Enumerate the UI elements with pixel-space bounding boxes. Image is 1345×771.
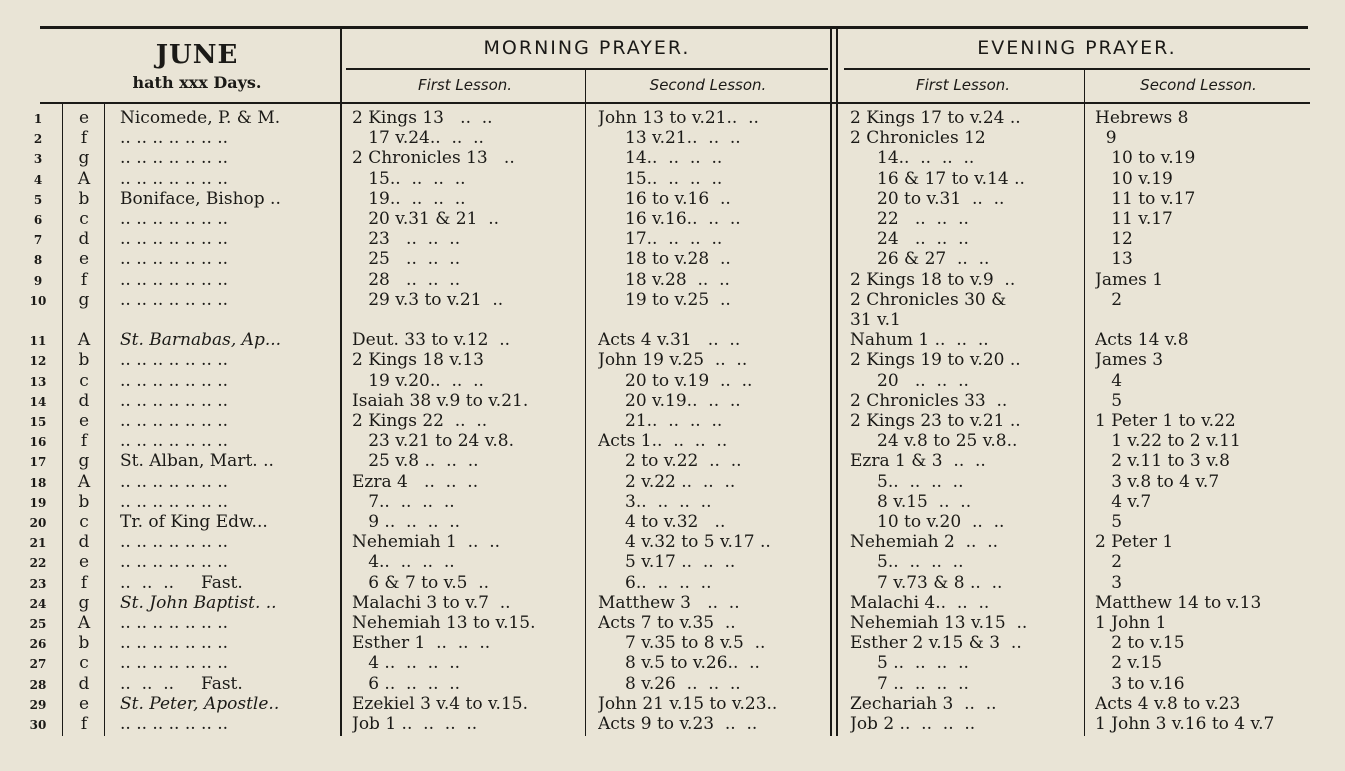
- morning-second-lesson: 13 v.21.. .. ..: [598, 128, 741, 149]
- table-row: [0, 532, 1345, 552]
- morning-second-lesson: 8 v.26 .. .. ..: [598, 673, 741, 694]
- feast-name: .. .. .. .. .. .. ..: [120, 370, 229, 391]
- morning-second-lesson: 20 to v.19 .. ..: [598, 370, 753, 391]
- evening-second-lesson: 3: [1095, 572, 1123, 593]
- evening-first-lesson: 7 v.73 & 8 .. ..: [850, 572, 1003, 593]
- feast-name: .. .. .. .. .. .. ..: [120, 390, 229, 411]
- dominical-letter: e: [78, 108, 90, 128]
- evening-first-lesson: 20 .. .. ..: [850, 370, 969, 391]
- evening-second-lesson: 13: [1095, 249, 1133, 270]
- dominical-letter: b: [78, 350, 90, 371]
- table-row: [0, 694, 1345, 714]
- feast-name: St. Alban, Mart. ..: [120, 451, 274, 472]
- dominical-letter: b: [78, 633, 90, 654]
- day-number: 9: [33, 273, 43, 288]
- table-row: [0, 330, 1345, 350]
- table-row: [0, 350, 1345, 370]
- evening-first-lesson: 2 Kings 23 to v.21 ..: [850, 411, 1021, 431]
- top-rule: [40, 26, 1308, 29]
- feast-name: .. .. .. .. .. .. ..: [120, 209, 229, 229]
- morning-second-lesson: Acts 1.. .. .. ..: [598, 431, 728, 452]
- feast-name: .. .. .. .. .. .. ..: [120, 128, 229, 149]
- morning-first-lesson: 19.. .. .. ..: [352, 188, 466, 209]
- morning-rule: [346, 68, 828, 70]
- day-number: 7: [33, 233, 43, 248]
- dominical-letter: f: [80, 431, 88, 452]
- dominical-letter: e: [78, 693, 90, 714]
- table-row: [0, 573, 1345, 593]
- morning-second-lesson: 17.. .. .. ..: [598, 229, 723, 250]
- dominical-letter: A: [77, 613, 91, 633]
- morning-first-lesson: 6 .. .. .. ..: [352, 673, 461, 694]
- morning-second-lesson: 19 to v.25 ..: [598, 289, 731, 310]
- evening-first-lesson: Ezra 1 & 3 .. ..: [850, 451, 986, 472]
- table-row: [0, 270, 1345, 290]
- morning-second-lesson: 20 v.19.. .. ..: [598, 390, 741, 411]
- evening-second-lesson: 1 v.22 to 2 v.11: [1095, 431, 1241, 452]
- table-row: [0, 512, 1345, 532]
- days-note: hath xxx Days.: [132, 73, 262, 92]
- evening-second-lesson: 1 John 3 v.16 to 4 v.7: [1095, 714, 1275, 734]
- day-number: 10: [29, 293, 47, 308]
- dominical-letter: g: [78, 148, 90, 169]
- table-row: [0, 148, 1345, 168]
- morning-first-lesson: Isaiah 38 v.9 to v.21.: [352, 390, 529, 411]
- day-number: 6: [33, 213, 43, 227]
- evening-second-lesson: 1 Peter 1 to v.22: [1095, 411, 1236, 431]
- evening-first-lesson: 22 .. .. ..: [850, 209, 969, 229]
- evening-first-lesson: 2 Kings 18 to v.9 ..: [850, 269, 1016, 290]
- morning-first-lesson-header: First Lesson.: [417, 76, 513, 94]
- morning-second-lesson: 5 v.17 .. .. ..: [598, 552, 736, 573]
- feast-name: .. .. .. .. .. .. ..: [120, 653, 229, 674]
- feast-name: Boniface, Bishop ..: [120, 188, 281, 209]
- morning-second-lesson: Acts 7 to v.35 ..: [598, 613, 736, 633]
- morning-second-lesson: John 13 to v.21.. ..: [598, 108, 759, 128]
- day-number: 19: [29, 495, 47, 510]
- morning-first-lesson: 2 Kings 18 v.13: [352, 350, 484, 371]
- table-row: [0, 189, 1345, 209]
- morning-first-lesson: 2 Kings 13 .. ..: [352, 108, 493, 128]
- day-number: 26: [29, 637, 47, 652]
- evening-first-lesson: 2 Chronicles 12: [850, 128, 986, 149]
- dominical-letter: A: [77, 471, 91, 492]
- table-row: [0, 209, 1345, 229]
- evening-second-lesson: James 3: [1095, 350, 1164, 371]
- morning-second-lesson: 7 v.35 to 8 v.5 ..: [598, 633, 766, 654]
- dominical-letter: d: [78, 390, 90, 411]
- evening-first-lesson: 10 to v.20 .. ..: [850, 512, 1005, 532]
- dominical-letter: b: [78, 188, 90, 209]
- morning-second-lesson: 18 v.28 .. ..: [598, 269, 730, 290]
- evening-second-lesson: 1 John 1: [1095, 613, 1167, 633]
- dominical-letter: A: [77, 330, 91, 351]
- evening-second-lesson: James 1: [1095, 269, 1164, 290]
- morning-first-lesson: 4.. .. .. ..: [352, 552, 455, 573]
- evening-first-lesson: Malachi 4.. .. ..: [850, 592, 990, 613]
- feast-name: .. .. .. .. .. .. ..: [120, 249, 229, 270]
- day-number: 21: [29, 536, 47, 551]
- table-row: [0, 492, 1345, 512]
- feast-name: St. Barnabas, Ap...: [120, 330, 282, 351]
- morning-first-lesson: Ezekiel 3 v.4 to v.15.: [352, 693, 528, 714]
- feast-name: St. Peter, Apostle..: [120, 693, 280, 714]
- evening-first-lesson: 8 v.15 .. ..: [850, 491, 972, 512]
- day-number: 16: [29, 435, 47, 450]
- morning-second-lesson: Acts 9 to v.23 .. ..: [598, 714, 758, 734]
- morning-second-lesson: 16 v.16.. .. ..: [598, 209, 741, 229]
- feast-name: .. .. .. .. .. .. ..: [120, 168, 229, 189]
- morning-prayer-title: MORNING PRAYER.: [483, 37, 691, 59]
- evening-first-lesson: Nahum 1 .. .. ..: [850, 330, 989, 351]
- dominical-letter: c: [79, 653, 89, 674]
- dominical-letter: e: [78, 411, 90, 431]
- dominical-letter: A: [77, 168, 91, 189]
- evening-second-lesson: 2: [1095, 289, 1123, 310]
- morning-second-lesson: Matthew 3 .. ..: [598, 592, 740, 613]
- dominical-letter: b: [78, 491, 90, 512]
- table-row: [0, 229, 1345, 249]
- day-number: 4: [33, 172, 43, 187]
- day-number: 15: [29, 415, 47, 429]
- day-number: 11: [29, 334, 47, 349]
- evening-second-lesson: 5: [1095, 512, 1123, 532]
- day-number: 24: [29, 596, 47, 611]
- table-row: [0, 108, 1345, 128]
- evening-first-lesson: 14.. .. .. ..: [850, 148, 975, 169]
- table-row: [0, 310, 1345, 330]
- day-number: 28: [29, 677, 47, 692]
- evening-first-lesson: 2 Chronicles 33 ..: [850, 390, 1008, 411]
- evening-second-lesson: 2 Peter 1: [1095, 532, 1174, 553]
- dominical-letter: f: [80, 269, 88, 290]
- table-row: [0, 472, 1345, 492]
- day-number: 25: [29, 617, 47, 631]
- morning-first-lesson: 25 v.8 .. .. ..: [352, 451, 479, 472]
- day-number: 12: [29, 354, 47, 369]
- evening-second-lesson: 12: [1095, 229, 1133, 250]
- evening-first-lesson: 24 v.8 to 25 v.8..: [850, 431, 1018, 452]
- evening-second-lesson: 4 v.7: [1095, 491, 1152, 512]
- dominical-letter: d: [78, 229, 90, 250]
- evening-first-lesson: Esther 2 v.15 & 3 ..: [850, 633, 1022, 654]
- evening-second-lesson: 4: [1095, 370, 1123, 391]
- feast-name: .. .. .. .. .. .. ..: [120, 491, 229, 512]
- table-row: [0, 451, 1345, 471]
- day-number: 1: [33, 112, 43, 126]
- morning-first-lesson: 23 v.21 to 24 v.8.: [352, 431, 514, 452]
- table-row: [0, 169, 1345, 189]
- day-number: 17: [29, 455, 47, 470]
- day-number: 23: [29, 576, 47, 591]
- day-number: 8: [33, 253, 43, 268]
- feast-name: .. .. .. .. .. .. ..: [120, 714, 229, 734]
- day-number: 18: [29, 475, 47, 490]
- evening-second-lesson: 5: [1095, 390, 1123, 411]
- morning-second-lesson: 16 to v.16 ..: [598, 188, 731, 209]
- morning-second-lesson: John 21 v.15 to v.23..: [598, 693, 778, 714]
- feast-name: .. .. .. Fast.: [120, 572, 243, 593]
- evening-second-lesson: Hebrews 8: [1095, 108, 1189, 128]
- evening-second-lesson: 2: [1095, 552, 1123, 573]
- day-number: 13: [29, 374, 47, 389]
- morning-first-lesson: Deut. 33 to v.12 ..: [352, 330, 511, 351]
- feast-name: .. .. .. .. .. .. ..: [120, 411, 229, 431]
- morning-first-lesson: 15.. .. .. ..: [352, 168, 466, 189]
- evening-first-lesson: Nehemiah 13 v.15 ..: [850, 613, 1028, 633]
- evening-first-lesson: 16 & 17 to v.14 ..: [850, 168, 1025, 189]
- evening-second-lesson: Matthew 14 to v.13: [1095, 592, 1262, 613]
- day-number: 5: [33, 192, 43, 207]
- morning-first-lesson: Ezra 4 .. .. ..: [352, 471, 479, 492]
- dominical-letter: c: [79, 512, 89, 532]
- day-number: 29: [29, 697, 47, 712]
- morning-second-lesson: Acts 4 v.31 .. ..: [598, 330, 741, 351]
- feast-name: .. .. .. .. .. .. ..: [120, 148, 229, 169]
- dominical-letter: e: [78, 249, 90, 270]
- morning-first-lesson: Esther 1 .. .. ..: [352, 633, 491, 654]
- morning-first-lesson: 9 .. .. .. ..: [352, 512, 461, 532]
- feast-name: .. .. .. .. .. .. ..: [120, 350, 229, 371]
- feast-name: .. .. .. .. .. .. ..: [120, 552, 229, 573]
- dominical-letter: f: [80, 714, 88, 734]
- month-title: JUNE: [155, 40, 239, 70]
- evening-second-lesson: 2 v.11 to 3 v.8: [1095, 451, 1230, 472]
- table-row: [0, 411, 1345, 431]
- evening-second-lesson: 10 to v.19: [1095, 148, 1196, 169]
- morning-first-lesson: 23 .. .. ..: [352, 229, 461, 250]
- morning-second-lesson: 2 to v.22 .. ..: [598, 451, 742, 472]
- feast-name: .. .. .. .. .. .. ..: [120, 532, 229, 553]
- feast-name: .. .. .. .. .. .. ..: [120, 431, 229, 452]
- evening-second-lesson: 11 to v.17: [1095, 188, 1196, 209]
- morning-first-lesson: Nehemiah 1 .. ..: [352, 532, 501, 553]
- dominical-letter: e: [78, 552, 90, 573]
- day-number: 22: [29, 556, 47, 571]
- morning-first-lesson: 29 v.3 to v.21 ..: [352, 289, 504, 310]
- evening-first-lesson: 7 .. .. .. ..: [850, 673, 969, 694]
- evening-second-lesson: 2 v.15: [1095, 653, 1163, 674]
- table-row: [0, 290, 1345, 310]
- day-number: 3: [33, 152, 43, 167]
- table-row: [0, 128, 1345, 148]
- evening-second-lesson-header: Second Lesson.: [1140, 76, 1257, 94]
- morning-second-lesson: 18 to v.28 ..: [598, 249, 731, 270]
- morning-first-lesson: 19 v.20.. .. ..: [352, 370, 484, 391]
- feast-name: .. .. .. .. .. .. ..: [120, 471, 229, 492]
- feast-name: .. .. .. Fast.: [120, 673, 243, 694]
- morning-first-lesson: 20 v.31 & 21 ..: [352, 209, 500, 229]
- table-row: [0, 653, 1345, 673]
- table-row: [0, 633, 1345, 653]
- morning-first-lesson: 2 Chronicles 13 ..: [352, 148, 515, 169]
- morning-first-lesson: 4 .. .. .. ..: [352, 653, 461, 674]
- evening-second-lesson: Acts 14 v.8: [1095, 330, 1189, 351]
- dominical-letter: c: [79, 370, 89, 391]
- table-row: [0, 249, 1345, 269]
- morning-second-lesson: 4 to v.32 ..: [598, 512, 726, 532]
- dominical-letter: f: [80, 572, 88, 593]
- evening-first-lesson: 20 to v.31 .. ..: [850, 188, 1005, 209]
- header-bottom-rule: [40, 102, 1310, 104]
- evening-first-lesson: Nehemiah 2 .. ..: [850, 532, 999, 553]
- feast-name: .. .. .. .. .. .. ..: [120, 613, 229, 633]
- feast-name: Tr. of King Edw...: [120, 512, 268, 532]
- evening-second-lesson: Acts 4 v.8 to v.23: [1095, 693, 1241, 714]
- morning-first-lesson: Nehemiah 13 to v.15.: [352, 613, 536, 633]
- table-row: [0, 552, 1345, 572]
- evening-first-lesson: 24 .. .. ..: [850, 229, 969, 250]
- morning-second-lesson: 21.. .. .. ..: [598, 411, 723, 431]
- evening-second-lesson: 3 to v.16: [1095, 673, 1185, 694]
- feast-name: Nicomede, P. & M.: [120, 108, 281, 128]
- morning-second-lesson: 15.. .. .. ..: [598, 168, 723, 189]
- dominical-letter: d: [78, 532, 90, 553]
- table-row: [0, 714, 1345, 734]
- table-row: [0, 431, 1345, 451]
- table-row: [0, 391, 1345, 411]
- dominical-letter: g: [78, 289, 90, 310]
- morning-second-lesson: 2 v.22 .. .. ..: [598, 471, 736, 492]
- evening-first-lesson: 2 Kings 17 to v.24 ..: [850, 108, 1021, 128]
- morning-second-lesson: 8 v.5 to v.26.. ..: [598, 653, 760, 674]
- evening-first-lesson: 5.. .. .. ..: [850, 471, 964, 492]
- evening-first-lesson: 2 Chronicles 30 &: [850, 289, 1007, 310]
- morning-first-lesson: 25 .. .. ..: [352, 249, 461, 270]
- dominical-letter: g: [78, 451, 90, 472]
- evening-first-lesson: 26 & 27 .. ..: [850, 249, 990, 270]
- evening-second-lesson: 2 to v.15: [1095, 633, 1185, 654]
- evening-second-lesson: 9: [1095, 128, 1117, 149]
- evening-second-lesson: 10 v.19: [1095, 168, 1173, 189]
- morning-first-lesson: 6 & 7 to v.5 ..: [352, 572, 490, 593]
- day-number: 27: [29, 657, 47, 672]
- morning-second-lesson: 3.. .. .. ..: [598, 491, 712, 512]
- table-row: [0, 613, 1345, 633]
- evening-first-lesson: Zechariah 3 .. ..: [850, 693, 997, 714]
- table-row: [0, 674, 1345, 694]
- morning-first-lesson: 2 Kings 22 .. ..: [352, 411, 488, 431]
- feast-name: .. .. .. .. .. .. ..: [120, 289, 229, 310]
- morning-second-lesson-header: Second Lesson.: [649, 76, 767, 94]
- evening-first-lesson: Job 2 .. .. .. ..: [850, 714, 976, 734]
- morning-first-lesson: 17 v.24.. .. ..: [352, 128, 484, 149]
- evening-prayer-title: EVENING PRAYER.: [977, 37, 1177, 59]
- evening-first-lesson-header: First Lesson.: [915, 76, 1011, 94]
- morning-first-lesson: Job 1 .. .. .. ..: [352, 714, 478, 734]
- table-row: [0, 371, 1345, 391]
- evening-second-lesson: 3 v.8 to 4 v.7: [1095, 471, 1220, 492]
- morning-first-lesson: 28 .. .. ..: [352, 269, 461, 290]
- feast-name: .. .. .. .. .. .. ..: [120, 269, 229, 290]
- dominical-letter: g: [78, 592, 90, 613]
- evening-first-lesson: 5.. .. .. ..: [850, 552, 964, 573]
- morning-first-lesson: 7.. .. .. ..: [352, 491, 455, 512]
- feast-name: .. .. .. .. .. .. ..: [120, 633, 229, 654]
- evening-second-lesson: 11 v.17: [1095, 209, 1173, 229]
- evening-first-lesson: 2 Kings 19 to v.20 ..: [850, 350, 1021, 371]
- feast-name: St. John Baptist. ..: [120, 592, 277, 613]
- feast-name: .. .. .. .. .. .. ..: [120, 229, 229, 250]
- morning-second-lesson: 14.. .. .. ..: [598, 148, 723, 169]
- evening-first-lesson: 5 .. .. .. ..: [850, 653, 969, 674]
- morning-first-lesson: Malachi 3 to v.7 ..: [352, 592, 511, 613]
- evening-first-lesson: 31 v.1: [850, 310, 901, 330]
- evening-rule: [844, 68, 1310, 70]
- day-number: 14: [29, 394, 47, 409]
- dominical-letter: f: [80, 128, 88, 149]
- table-row: [0, 593, 1345, 613]
- day-number: 2: [33, 132, 43, 147]
- dominical-letter: d: [78, 673, 90, 694]
- dominical-letter: c: [79, 209, 89, 229]
- morning-second-lesson: 4 v.32 to 5 v.17 ..: [598, 532, 771, 553]
- morning-second-lesson: John 19 v.25 .. ..: [598, 350, 748, 371]
- day-number: 20: [29, 516, 47, 530]
- morning-second-lesson: 6.. .. .. ..: [598, 572, 712, 593]
- day-number: 30: [29, 718, 47, 732]
